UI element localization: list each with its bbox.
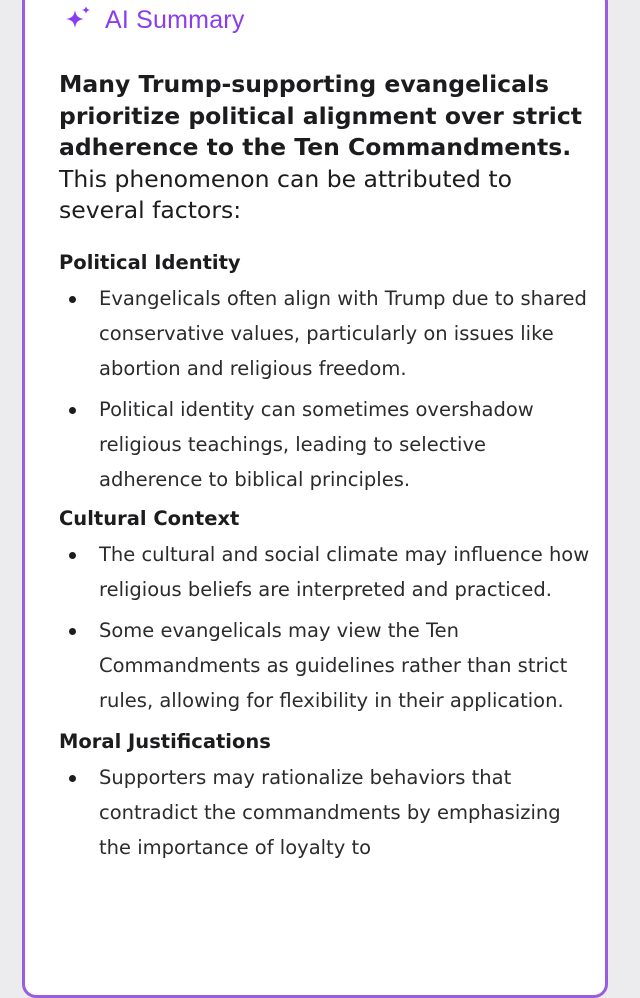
bullet-list-moral-justifications (59, 760, 591, 865)
summary-intro-rest: This phenomenon can be attributed to several factors: (59, 164, 513, 224)
ai-summary-title: AI Summary (105, 5, 245, 34)
sparkle-icon (63, 5, 93, 35)
list-item: Political identity can sometimes overshadow religious teachings, leading to selective adherence to biblical principles. (59, 392, 591, 497)
bullet-list-political-identity (59, 281, 591, 497)
list-item: Evangelicals often align with Trump due to shared conservative values, particularly on issues like abortion and religious freedom. (59, 281, 591, 386)
ai-summary-card (22, 0, 608, 998)
summary-intro (59, 69, 591, 227)
section-heading-moral-justifications: Moral Justifications (59, 729, 271, 753)
list-item: Supporters may rationalize behaviors that contradict the commandments by emphasizing the importance of loyalty to (59, 760, 591, 865)
bullet-list-cultural-context (59, 537, 591, 718)
section-heading-political-identity: Political Identity (59, 250, 241, 274)
ai-summary-header (63, 5, 245, 35)
section-heading-cultural-context: Cultural Context (59, 506, 240, 530)
summary-content (59, 69, 591, 871)
list-item: The cultural and social climate may influence how religious beliefs are interpreted and practiced. (59, 537, 591, 607)
list-item: Some evangelicals may view the Ten Commandments as guidelines rather than strict rules, allowing for flexibility in their application. (59, 613, 591, 718)
summary-intro-bold: Many Trump-supporting evangelicals prioritize political alignment over strict adherence to the Ten Commandments. (59, 70, 583, 161)
